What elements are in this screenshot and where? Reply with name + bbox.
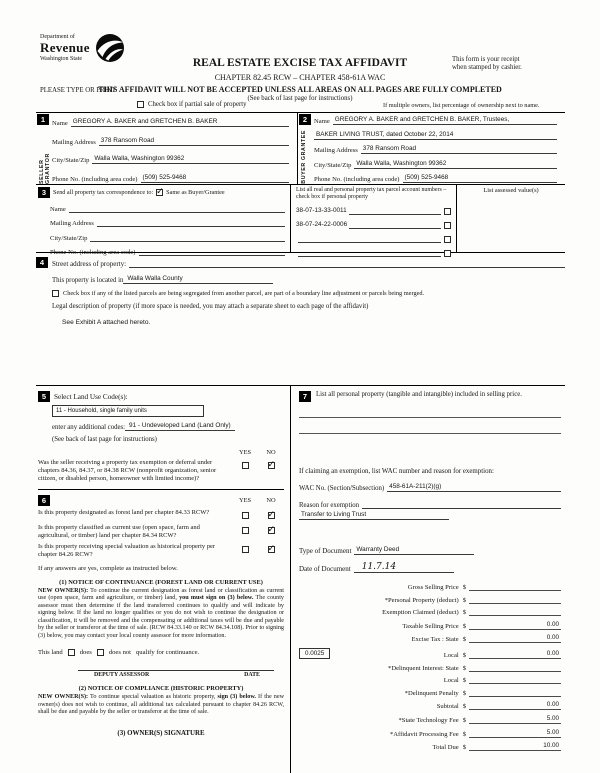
total-due-label: Total Due: [432, 744, 459, 752]
correspondence-name-label: Name: [50, 205, 66, 213]
personal-property-deduct-row: [299, 596, 561, 604]
affidavit-processing-fee-label: *Affidavit Processing Fee: [389, 730, 459, 738]
forest-no-checkbox[interactable]: [268, 512, 275, 519]
parties-section: [36, 112, 565, 185]
seller-word: SELLER: [39, 159, 45, 184]
parcel-header: List all real and personal property tax parcel account numbers – check box if personal property: [296, 187, 447, 200]
delinquent-penalty-row: [299, 689, 561, 697]
historic-yes-checkbox[interactable]: [242, 546, 249, 553]
section-7-header: [299, 391, 561, 402]
no-label-5: NO: [266, 449, 276, 456]
deputy-assessor-signature-line[interactable]: [78, 670, 274, 678]
dollar-sign: $: [462, 651, 466, 659]
forest-land-question: Is this property designated as forest land per chapter 84.33 RCW?: [38, 509, 210, 517]
notice-compliance-title: (2) NOTICE OF COMPLIANCE (HISTORIC PROPERTY): [78, 685, 244, 693]
wac-label: WAC No. (Section/Subsection): [299, 485, 385, 492]
receipt-note-line2: when stamped by cashier.: [452, 64, 522, 71]
historic-question-row: [38, 543, 284, 559]
subtotal-value[interactable]: 0.00: [469, 701, 561, 710]
parcel-line-1[interactable]: [349, 207, 441, 215]
if-yes-note: If any answers are yes, complete as instructed below.: [38, 564, 178, 572]
this-land-label: This land: [38, 649, 63, 657]
buyer-name-label: Name: [314, 118, 330, 125]
seller-mailing-label: Mailing Address: [52, 138, 96, 146]
buyer-mailing-value[interactable]: 378 Ransom Road: [361, 145, 557, 154]
does-label: does: [79, 649, 92, 657]
section-7-number: 7: [299, 391, 311, 402]
parcel-row-1: [296, 207, 451, 215]
exemption-header: If claiming an exemption, list WAC number and reason for exemption:: [299, 468, 494, 475]
segregated-checkbox[interactable]: [52, 290, 59, 297]
seller-city-row: [52, 155, 289, 164]
delinquent-interest-local-value[interactable]: [469, 676, 561, 684]
deputy-assessor-label: DEPUTY ASSESSOR: [94, 672, 150, 679]
reason-line[interactable]: [362, 501, 561, 509]
street-address-label: Street address of property:: [52, 260, 127, 268]
segregated-label: Check box if any of the listed parcels are being segregated from another parcel, are part of a boundary line adjustment or parcels being merged.: [63, 290, 425, 297]
does-not-checkbox[interactable]: [97, 649, 104, 656]
additional-codes-row: [52, 422, 284, 431]
buyer-phone-row: [314, 174, 557, 183]
personal-property-header: List all personal property (tangible and intangible) included in selling price.: [316, 391, 522, 398]
owners-signature-title: (3) OWNER(S) SIGNATURE: [117, 729, 205, 737]
parcel-personal-checkbox-1[interactable]: [444, 208, 451, 215]
buyer-word: BUYER: [301, 162, 307, 184]
assessed-column: [456, 185, 565, 252]
section-6-number: 6: [38, 495, 50, 506]
notice1-pre: To continue the current designation as forest land or classification as current use (open space, farm and agriculture, or timber) land,: [38, 587, 284, 602]
grantee-word: GRANTEE: [301, 130, 307, 161]
delinquent-interest-state-row: [299, 664, 561, 672]
delinquent-interest-state-label: *Delinquent Interest: State: [388, 664, 459, 672]
section-5-land-use: [38, 391, 284, 490]
land-use-header: [38, 391, 284, 402]
see-back-note-2: (See back of last page for instructions): [52, 436, 157, 443]
correspondence-city-input[interactable]: [90, 234, 285, 242]
buyer-name-value-2[interactable]: BAKER LIVING TRUST, dated October 22, 2014: [314, 131, 557, 140]
forest-land-question-row: [38, 509, 284, 521]
send-correspondence-label: Send all property tax correspondence to:: [53, 189, 154, 196]
exemption-claimed-row: [299, 608, 561, 616]
department-of-label: Department of: [40, 34, 75, 40]
parcel-row-2: [296, 221, 451, 229]
seller-phone-row: [52, 174, 289, 183]
doc-date-row: [299, 562, 561, 573]
current-use-question: Is this property classified as current use (open space, farm and agricultural, or timber) land per chapter 84.34 RCW?: [38, 524, 200, 540]
located-in-row: [52, 275, 565, 284]
deferral-question: Was the seller receiving a property tax exemption or deferral under chapters 84.36, 84.37, or 84.38 RCW (nonprofit organization, senior citizen, or disabled person, homeowner with limited income)?: [38, 459, 217, 482]
deferral-yes-checkbox[interactable]: [242, 462, 249, 469]
buyer-city-value[interactable]: Walla Walla, Washington 99362: [354, 160, 557, 169]
seller-name-label: Name: [52, 120, 68, 127]
buyer-fields: [314, 116, 557, 183]
doc-date-label: Date of Document: [299, 565, 351, 573]
notice1-bold: you must sign on (3) below.: [179, 595, 254, 602]
same-as-buyer-label: Same as Buyer/Grantee: [166, 189, 225, 196]
section-2-number: 2: [299, 114, 311, 125]
warning-line: THIS AFFIDAVIT WILL NOT BE ACCEPTED UNLESS ALL AREAS ON ALL PAGES ARE FULLY COMPLETED: [98, 85, 502, 94]
personal-property-line-2[interactable]: [299, 421, 561, 434]
current-use-question-row: [38, 524, 284, 540]
section-1-number: 1: [37, 114, 49, 125]
total-due-value[interactable]: 10.00: [469, 742, 561, 751]
date-label: DATE: [244, 672, 260, 679]
seller-mailing-row: [52, 137, 289, 146]
delinquent-penalty-value[interactable]: [469, 689, 561, 697]
continuance-qualify-row: [38, 649, 284, 656]
parcel-personal-checkbox-3[interactable]: [444, 236, 451, 243]
buyer-city-label: City/State/Zip: [314, 161, 352, 169]
parcel-number-1[interactable]: 38-07-13-33-0011: [296, 207, 347, 214]
yes-no-header-5: [38, 449, 284, 456]
yes-label-5: YES: [238, 449, 252, 456]
street-address-input[interactable]: [129, 260, 565, 268]
state-technology-fee-value[interactable]: 5.00: [469, 715, 561, 724]
seller-mailing-value[interactable]: 378 Ransom Road: [99, 137, 289, 146]
left-column: [36, 386, 290, 737]
dollar-sign: $: [462, 664, 466, 672]
parcel-column: [290, 185, 456, 252]
please-type-label: PLEASE TYPE OR PRINT: [40, 87, 116, 94]
historic-no-checkbox[interactable]: [268, 546, 275, 553]
forest-yes-checkbox[interactable]: [242, 512, 249, 519]
new-owners-lead-1: NEW OWNER(S):: [38, 587, 89, 594]
deferral-no-checkbox[interactable]: [268, 462, 275, 469]
gross-selling-price-value[interactable]: [469, 583, 561, 591]
buyer-name-row: [314, 116, 557, 125]
notice1-post: The county assessor must then determine if the land transferred continues to qualify and will indicate by signing below. If the land no longer qualifies or you do not wish to continue the designation or classification, it will be removed and the compensating or additional taxes will be due and payable by the seller or transferor at the time of sale. (RCW 84.33.140 or RCW 84.34.108). Prior to signing (3) below, you may contact your local county assessor for more information.: [38, 595, 284, 639]
segregated-row: [52, 290, 565, 297]
dollar-sign: $: [462, 689, 466, 697]
legal-description-value[interactable]: See Exhibit A attached hereto.: [62, 319, 151, 326]
partial-sale-row: [137, 101, 247, 108]
buyer-name-row-2: [314, 131, 557, 140]
parcel-line-2[interactable]: [349, 221, 441, 229]
seller-city-label: City/State/Zip: [52, 157, 90, 164]
delinquent-interest-local-label: Local: [443, 677, 459, 685]
state-technology-fee-row: [299, 715, 561, 724]
delinquent-interest-local-row: [299, 676, 561, 684]
section-4-number: 4: [36, 257, 48, 268]
exemption-claimed-value[interactable]: [469, 608, 561, 616]
correspondence-mailing-input[interactable]: [97, 219, 285, 227]
section-6-header: [38, 495, 284, 506]
section-4-property: [36, 253, 565, 326]
see-back-note: (See back of last page for instructions): [247, 95, 353, 102]
dollar-sign: $: [462, 596, 466, 604]
section-3-number: 3: [38, 187, 50, 198]
additional-codes-value[interactable]: 91 - Undeveloped Land (Land Only): [125, 422, 235, 431]
correspondence-mailing-row: [50, 219, 285, 227]
current-use-yes-checkbox[interactable]: [242, 527, 249, 534]
gross-selling-price-label: Gross Selling Price: [407, 584, 459, 591]
correspondence-name-input[interactable]: [69, 205, 285, 213]
section-1-seller: [36, 113, 297, 184]
correspondence-column: [36, 185, 290, 256]
dollar-sign: $: [462, 703, 466, 711]
excise-tax-local-label: Local: [443, 651, 459, 659]
taxable-selling-price-label: Taxable Selling Price: [402, 622, 459, 630]
doc-type-row: [299, 546, 561, 555]
excise-tax-local-value[interactable]: 0.00: [469, 650, 561, 659]
receipt-note-line1: This form is your receipt: [452, 56, 520, 63]
wac-value[interactable]: 458-61A-211(2)(g): [387, 483, 561, 492]
correspondence-city-row: [50, 234, 285, 242]
doc-type-label: Type of Document: [299, 547, 352, 555]
total-due-row: [299, 742, 561, 751]
seller-name-value[interactable]: GREGORY A. BAKER and GRETCHEN B. BAKER: [71, 118, 289, 127]
notice-continuance-title: (1) NOTICE OF CONTINUANCE (FOREST LAND OR CURRENT USE): [59, 578, 263, 586]
same-as-buyer-checkbox[interactable]: [156, 189, 163, 196]
located-county-value[interactable]: Walla Walla County: [123, 275, 273, 284]
multiple-owners-note: If multiple owners, list percentage of ownership next to name.: [383, 102, 540, 109]
located-in-label: This property is located in: [52, 277, 124, 284]
doc-date-value[interactable]: 11.7.14: [354, 562, 454, 573]
correspondence-mailing-label: Mailing Address: [50, 220, 94, 227]
doc-type-value[interactable]: Warranty Deed: [354, 546, 474, 555]
dollar-sign: $: [462, 636, 466, 644]
delinquent-interest-state-value[interactable]: [469, 664, 561, 672]
dollar-sign: $: [462, 609, 466, 617]
notice-continuance-body: [38, 588, 284, 641]
delinquent-penalty-label: *Delinquent Penalty: [404, 689, 459, 697]
personal-property-line-1[interactable]: [299, 405, 561, 418]
parcel-number-2[interactable]: 38-07-24-22-0006: [296, 221, 348, 228]
current-use-no-checkbox[interactable]: [268, 527, 275, 534]
new-owners-lead-2: NEW OWNER(S):: [38, 694, 89, 701]
local-rate-box[interactable]: 0.0025: [299, 648, 330, 659]
section-5-number: 5: [38, 391, 50, 402]
washington-state-label: Washington State: [40, 56, 83, 62]
reason-value-row: [299, 511, 561, 520]
partial-sale-label: Check box if partial sale of property: [148, 101, 247, 108]
subtotal-label: Subtotal: [436, 703, 459, 711]
seller-name-row: [52, 118, 289, 127]
land-use-title: Select Land Use Code(s):: [54, 392, 128, 401]
section-3-correspondence: [36, 185, 565, 256]
reason-value[interactable]: Transfer to Living Trust: [299, 511, 449, 520]
deferral-question-row: [38, 459, 284, 482]
notice2-post: If the new owner(s) does not wish to continue, all additional tax calculated pursuant to chapter 84.26 RCW, shall be due and payable by the seller or transferor at the time of sale.: [38, 694, 285, 716]
excise-tax-local-row: [299, 648, 561, 659]
seller-grantor-side-label: [39, 130, 51, 184]
seller-fields: [52, 118, 289, 183]
buyer-mailing-row: [314, 145, 557, 154]
seller-city-value[interactable]: Walla Walla, Washington 99362: [92, 155, 289, 164]
dollar-sign: $: [462, 622, 466, 630]
wac-row: [299, 483, 561, 492]
excise-tax-state-label: Excise Tax : State: [411, 636, 459, 644]
yes-label-6: YES: [238, 497, 252, 505]
dollar-sign: $: [462, 584, 466, 591]
notice-compliance-body: [38, 694, 284, 717]
subtotal-row: [299, 701, 561, 710]
historic-question: Is this property receiving special valuation as historical property per chapter 84.26 RCW?: [38, 542, 216, 558]
buyer-city-row: [314, 160, 557, 169]
no-label-6: NO: [266, 497, 276, 505]
notice2-pre: To continue special valuation as historic property,: [88, 694, 218, 701]
exemption-claimed-label: Exemption Claimed (deduct): [382, 609, 459, 617]
buyer-phone-value[interactable]: (509) 525-9468: [403, 174, 557, 183]
correspondence-name-row: [50, 205, 285, 213]
excise-tax-state-row: [299, 634, 561, 643]
right-column-section-7: [291, 386, 565, 751]
buyer-grantee-side-label: [301, 130, 307, 184]
taxable-selling-price-row: [299, 621, 561, 630]
correspondence-city-label: City/State/Zip: [50, 234, 88, 242]
parcel-personal-checkbox-2[interactable]: [444, 222, 451, 229]
affidavit-processing-fee-value[interactable]: 5.00: [469, 729, 561, 738]
state-technology-fee-label: *State Technology Fee: [398, 716, 459, 724]
buyer-name-value[interactable]: GREGORY A. BAKER and GRETCHEN B. BAKER, Trustees,: [333, 116, 557, 125]
personal-property-deduct-label: *Personal Property (deduct): [384, 596, 459, 604]
dollar-sign: $: [462, 716, 466, 724]
revenue-label: Revenue: [40, 40, 90, 55]
buyer-phone-label: Phone No. (including area code): [314, 176, 400, 183]
gross-selling-price-row: [299, 583, 561, 591]
reason-label: Reason for exemption: [299, 502, 360, 509]
additional-codes-label: enter any additional codes:: [52, 424, 126, 431]
street-address-row: [36, 257, 565, 268]
legal-description-label: Legal description of property (if more space is needed, you may attach a separate sheet to each page of the affidavit): [52, 303, 369, 310]
correspondence-header: [38, 187, 285, 198]
seller-phone-value[interactable]: (509) 525-9468: [141, 174, 289, 183]
parcel-row-3: [296, 235, 451, 243]
land-use-code-field[interactable]: 11 - Household, single family units: [52, 405, 204, 417]
section-6-designation: [38, 495, 284, 736]
assessed-values-header: List assessed value(s): [483, 187, 539, 194]
does-not-label: does not: [108, 649, 131, 657]
chapter-line: CHAPTER 82.45 RCW – CHAPTER 458-61A WAC: [214, 73, 386, 82]
excise-tax-state-value[interactable]: 0.00: [469, 634, 561, 643]
lower-sections: [36, 385, 565, 773]
section-2-buyer: [297, 113, 565, 184]
grantor-word: GRANTOR: [45, 153, 51, 184]
personal-property-deduct-value[interactable]: [469, 596, 561, 604]
correspondence-phone-label: Phone No. (including area code): [50, 249, 136, 256]
seller-phone-label: Phone No. (including area code): [52, 175, 138, 183]
dollar-sign: $: [462, 730, 466, 738]
partial-sale-checkbox[interactable]: [137, 101, 144, 108]
dollar-sign: $: [462, 677, 466, 685]
parcel-line-3[interactable]: [298, 235, 441, 243]
taxable-selling-price-value[interactable]: 0.00: [469, 621, 561, 630]
form-title: REAL ESTATE EXCISE TAX AFFIDAVIT: [192, 57, 408, 69]
does-checkbox[interactable]: [68, 649, 75, 656]
dollar-sign: $: [462, 744, 466, 752]
buyer-mailing-label: Mailing Address: [314, 147, 358, 154]
reason-label-row: [299, 501, 561, 509]
qualify-label: qualify for continuance.: [136, 649, 200, 657]
receipt-note: [452, 56, 562, 72]
affidavit-processing-fee-row: [299, 729, 561, 738]
notice2-bold: sign (3) below.: [217, 694, 256, 701]
